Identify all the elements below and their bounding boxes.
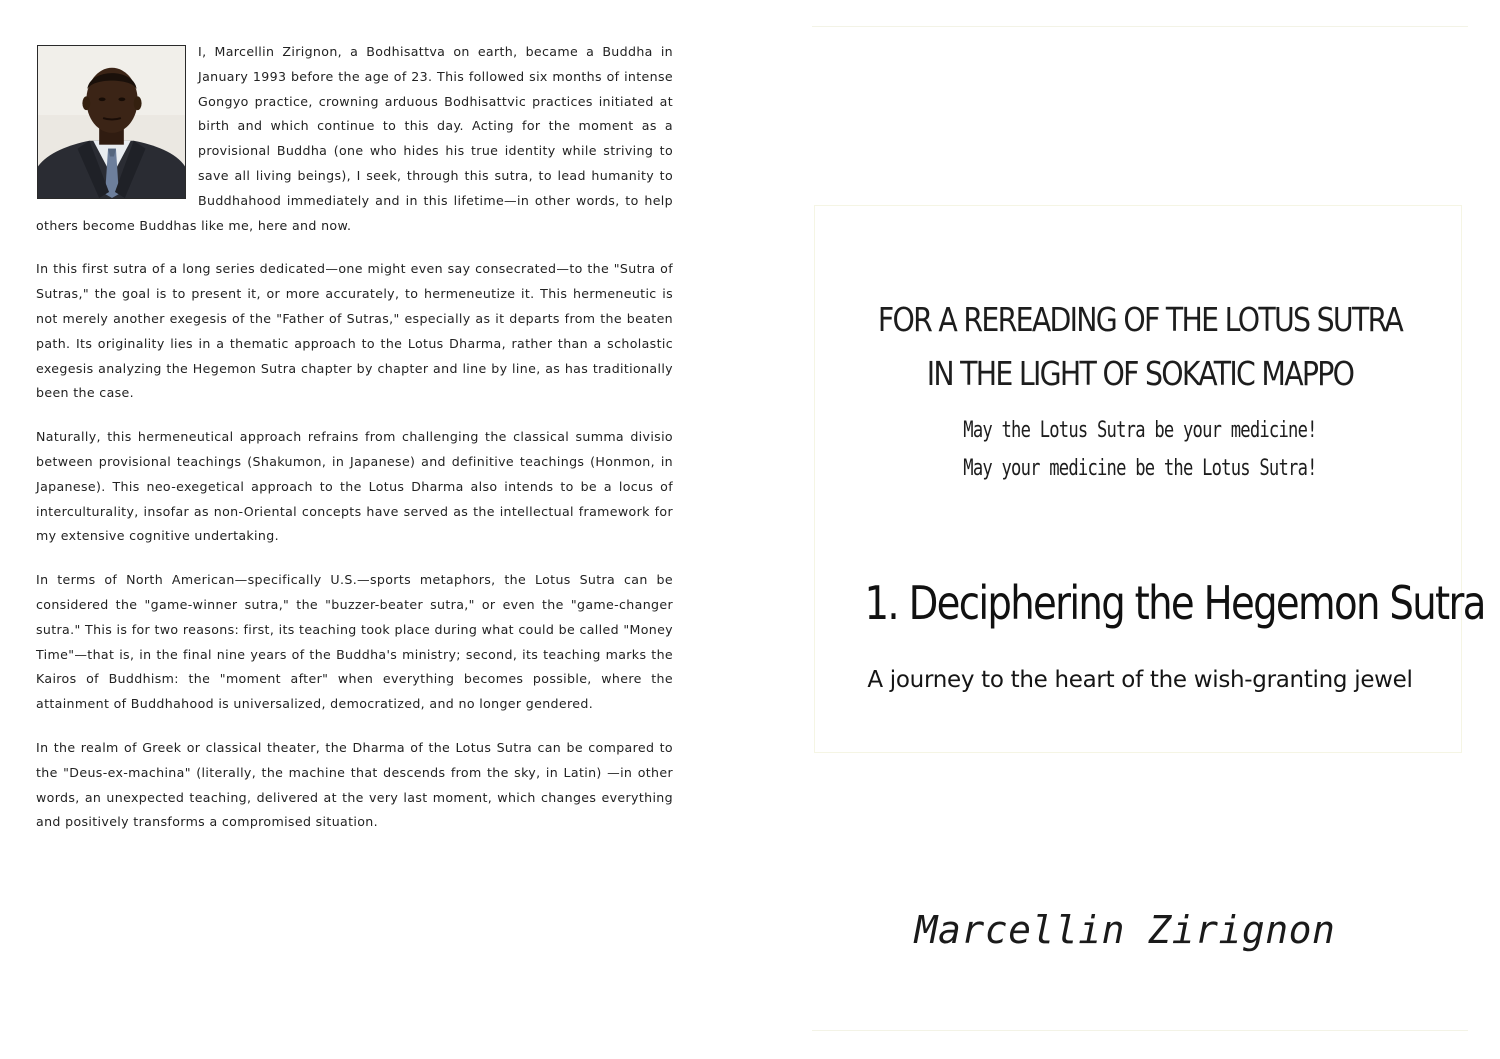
- description-paragraph: Naturally, this hermeneutical approach refrains from challenging the classical summa divisio between provisional teachings (Shakumon, in Japanese) and definitive teachings (Honmon, in Japanese). This neo-exegetical approach to the Lotus Dharma also intends to be a locus of interculturality, insofar as non-Oriental concepts have served as the intellectual framework for my extensive cognitive undertaking.: [36, 429, 673, 544]
- motto-line: May your medicine be the Lotus Sutra!: [963, 456, 1317, 481]
- bio-paragraph: I, Marcellin Zirignon, a Bodhisattva on earth, became a Buddha in January 1993 before the age of 23. This followed six months of intense Gongyo practice, crowning arduous Bodhisattvic practices initiated at birth and which continue to this day. Acting for the moment as a provisional Buddha (one who hides his true identity while striving to save all living beings), I seek, through this sutra, to lead humanity to Buddhahood immediately and in this lifetime—in other words, to help others become Buddhas like me, here and now.: [36, 44, 673, 233]
- front-cover: [812, 26, 1485, 1031]
- volume-title: 1. Deciphering the Hegemon Sutra: [864, 576, 1485, 630]
- description-paragraph: In this first sutra of a long series dedicated—one might even say consecrated—to the "Sutra of Sutras," the goal is to present it, or more accurately, to hermeneutize it. This hermeneutic is not merely another exegesis of the "Father of Sutras," especially as it departs from the beaten path. Its originality lies in a thematic approach to the Lotus Dharma, rather than a scholastic exegesis analyzing the Hegemon Sutra chapter by chapter and line by line, as has traditionally been the case.: [36, 261, 673, 401]
- volume-subtitle: A journey to the heart of the wish-granting jewel: [867, 667, 1413, 693]
- book-title-line: IN THE LIGHT OF SOKATIC MAPPO: [926, 354, 1354, 394]
- description-paragraph: In the realm of Greek or classical theater, the Dharma of the Lotus Sutra can be compared to the "Deus-ex-machina" (literally, the machine that descends from the sky, in Latin) —in other words, an unexpected teaching, delivered at the very last moment, which changes everything and positively transforms a compromised situation.: [36, 739, 673, 830]
- back-cover-text: [36, 40, 673, 854]
- book-title-line: FOR A REREADING OF THE LOTUS SUTRA: [877, 300, 1403, 340]
- description-paragraph: In terms of North American—specifically U.S.—sports metaphors, the Lotus Sutra can be considered the "game-winner sutra," the "buzzer-beater sutra," or even the "game-changer sutra." This is for two reasons: first, its teaching took place during what could be called "Money Time"—that is, in the final nine years of the Buddha's ministry; second, its teaching marks the Kairos of Buddhism: the "moment after" when everything becomes possible, where the attainment of Buddhahood is universalized, democratized, and no longer gendered.: [36, 572, 673, 712]
- motto: [884, 412, 1396, 488]
- author-name: Marcellin Zirignon: [914, 908, 1336, 952]
- motto-line: May the Lotus Sutra be your medicine!: [963, 418, 1317, 443]
- photo-spacer: [36, 40, 198, 200]
- book-title: [858, 293, 1422, 401]
